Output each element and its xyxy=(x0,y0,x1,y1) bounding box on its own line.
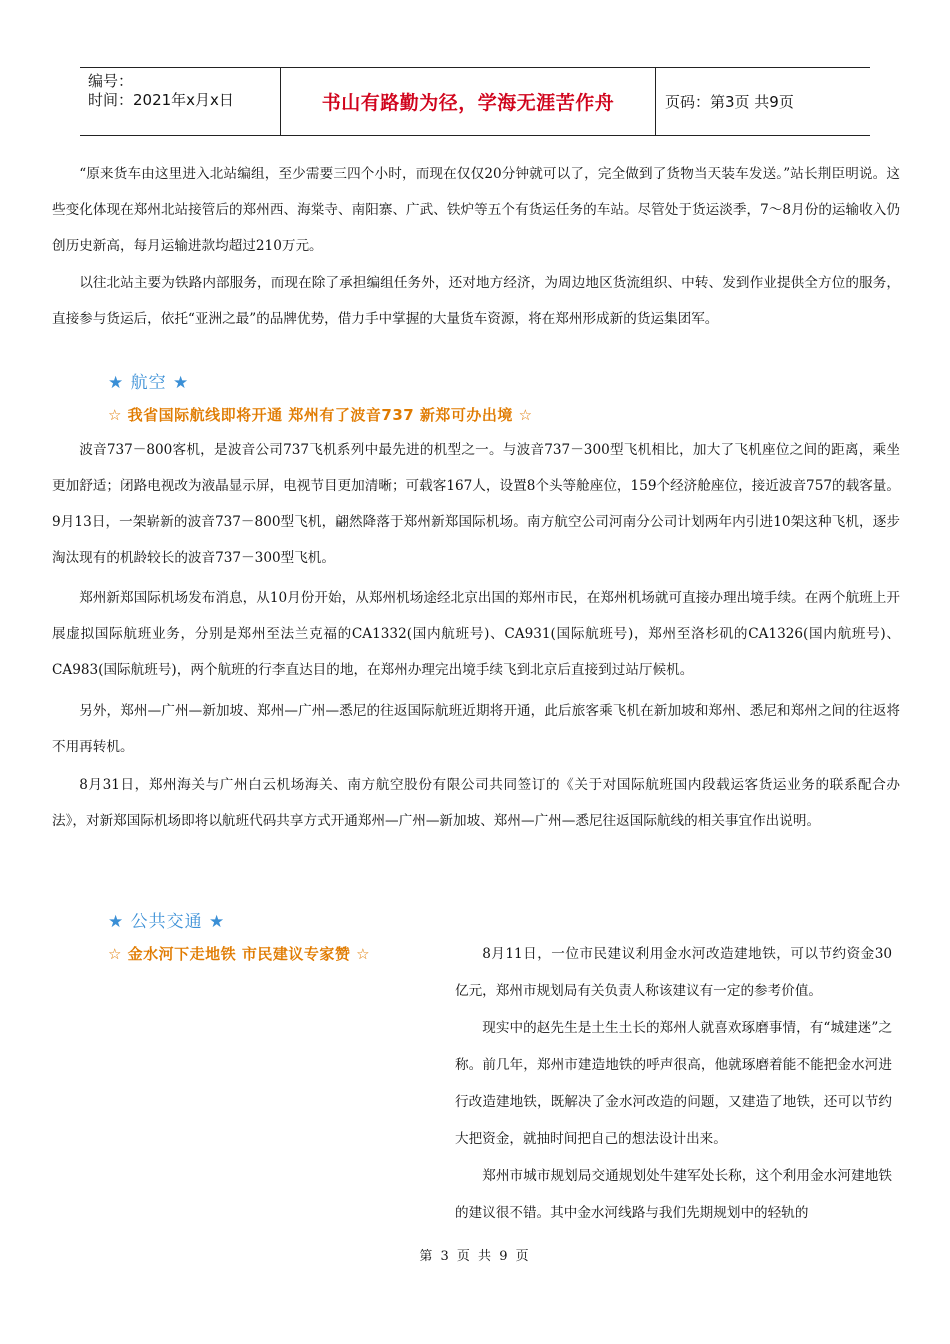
page-footer: 第 3 页 共 9 页 xyxy=(419,1249,531,1264)
header-motto: 书山有路勤为径，学海无涯苦作舟 xyxy=(281,68,656,135)
paragraph-2: 以往北站主要为铁路内部服务，而现在除了承担编组任务外，还对地方经济，为周边地区货流组织、中转、发到作业提供全方位的服务，直接参与货运后，依托“亚洲之最”的品牌优势，借力手中掌握的大量货车资源，将在郑州形成新的货运集团军。 xyxy=(52,275,900,327)
paragraph-1: “原来货车由这里进入北站编组，至少需要三四个小时，而现在仅仅20分钟就可以了，完全做到了货物当天装车发送。”站长荆臣明说。这些变化体现在郑州北站接管后的郑州西、海棠寺、南阳寨、广武、铁炉等五个有货运任务的车站。尽管处于货运淡季，7～8月份的运输收入仍创历史新高，每月运输进款均超过210万元。 xyxy=(52,166,900,254)
header-page-label: 页码：第3页 共9页 xyxy=(665,93,794,111)
column-paragraph-2: 现实中的赵先生是土生土长的郑州人就喜欢琢磨事情，有“城建迷”之称。前几年，郑州市建造地铁的呼声很高，他就琢磨着能不能把金水河进行改造建地铁，既解决了金水河改造的问题，又建造了地铁，还可以节约大把资金，就抽时间把自己的想法设计出来。 xyxy=(455,1020,892,1147)
section-heading-aviation: ★ 航空 ★ xyxy=(108,373,190,393)
section-heading-transit: ★ 公共交通 ★ xyxy=(108,912,226,932)
column-paragraph-3: 郑州市城市规划局交通规划处牛建军处长称，这个利用金水河建地铁的建议很不错。其中金水河线路与我们先期规划中的轻轨的 xyxy=(455,1168,892,1221)
paragraph-5: 另外，郑州—广州—新加坡、郑州—广州—悉尼的往返国际航班近期将开通，此后旅客乘飞机在新加坡和郑州、悉尼和郑州之间的往返将不用再转机。 xyxy=(52,703,900,755)
transit-column xyxy=(455,936,892,1232)
subheading-aviation: ☆ 我省国际航线即将开通 郑州有了波音737 新郑可办出境 ☆ xyxy=(108,406,533,424)
header-table xyxy=(80,67,870,136)
column-paragraph-1: 8月11日，一位市民建议利用金水河改造建地铁，可以节约资金30亿元，郑州市规划局有关负责人称该建议有一定的参考价值。 xyxy=(455,946,892,999)
paragraph-4: 郑州新郑国际机场发布消息，从10月份开始，从郑州机场途经北京出国的郑州市民，在郑州机场就可直接办理出境手续。在两个航班上开展虚拟国际航班业务，分别是郑州至法兰克福的CA1332(国内航班号)、CA931(国际航班号)，郑州至洛杉矶的CA1326(国内航班号)、CA983(国际航班号)，两个航班的行李直达目的地，在郑州办理完出境手续飞到北京后直接到过站厅候机。 xyxy=(52,590,900,678)
paragraph-3: 波音737－800客机，是波音公司737飞机系列中最先进的机型之一。与波音737－300型飞机相比，加大了飞机座位之间的距离，乘坐更加舒适；闭路电视改为液晶显示屏，电视节目更加清晰；可载客167人，设置8个头等舱座位，159个经济舱座位，接近波音757的载客量。9月13日，一架崭新的波音737－800型飞机，翩然降落于郑州新郑国际机场。南方航空公司河南分公司计划两年内引进10架这种飞机，逐步淘汰现有的机龄较长的波音737－300型飞机。 xyxy=(52,442,900,566)
subheading-transit: ☆ 金水河下走地铁 市民建议专家赞 ☆ xyxy=(108,945,371,963)
paragraph-6: 8月31日，郑州海关与广州白云机场海关、南方航空股份有限公司共同签订的《关于对国际航班国内段载运客货运业务的联系配合办法》，对新郑国际机场即将以航班代码共享方式开通郑州—广州—新加坡、郑州—广州—悉尼往返国际航线的相关事宜作出说明。 xyxy=(52,777,900,829)
header-meta-cell xyxy=(80,68,281,135)
time-label: 时间：2021年x月x日 xyxy=(88,91,234,109)
code-label: 编号： xyxy=(88,72,134,90)
